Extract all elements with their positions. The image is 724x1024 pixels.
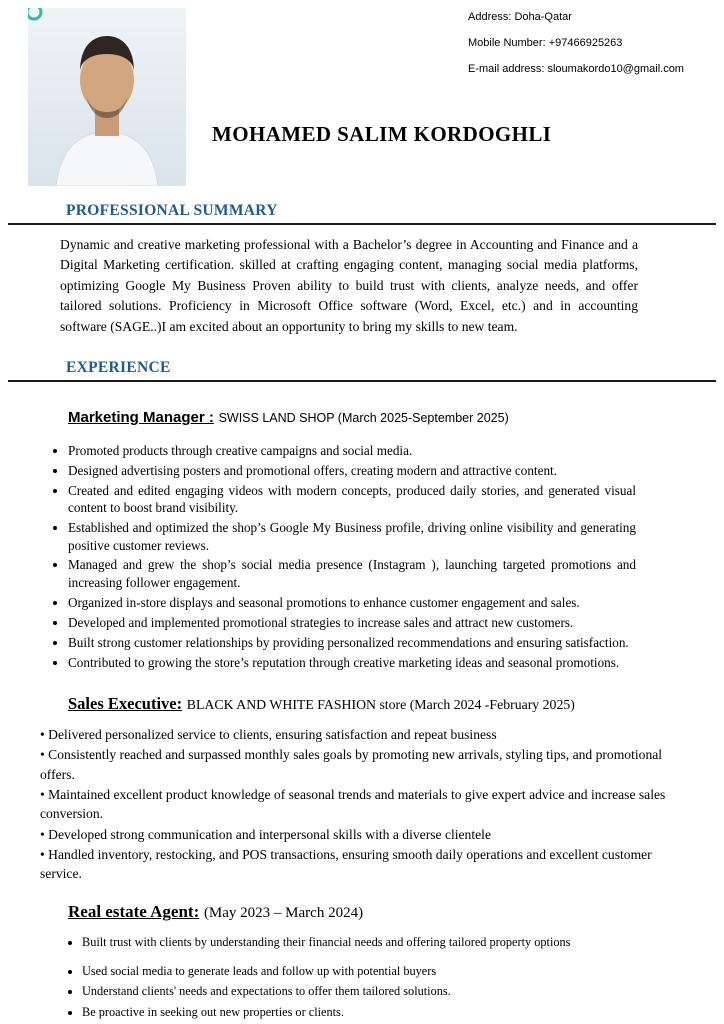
bullet-item: • Understand clients' needs and expectations to offer them tailored solutions. [82,982,664,1001]
bullet-item: • Created and edited engaging videos with modern concepts, produced daily stories, and generated visual content to boost brand visibility. [68,482,636,517]
job-bullet-list [40,725,690,883]
experience-section [0,359,724,1022]
bullet-item: • Promoted products through creative campaigns and social media. [68,442,636,459]
summary-heading-rule [8,202,716,225]
job-bullet-list [48,442,636,671]
experience-heading-rule [8,359,716,382]
job-subtitle: (May 2023 – March 2024) [203,905,364,922]
profile-photo [28,8,186,186]
job-title: Marketing Manager : [68,408,214,426]
bullet-item: • Delivered personalized service to clients, ensuring satisfaction and repeat business [40,725,690,744]
job-marketing-manager [0,406,724,671]
summary-heading: PROFESSIONAL SUMMARY [66,202,278,219]
header [0,0,724,194]
job-real-estate-agent [0,901,724,1021]
candidate-name: MOHAMED SALIM KORDOGHLI [212,122,552,146]
bullet-item: • Organized in-store displays and seasonal promotions to enhance customer engagement and sales. [68,594,636,611]
bullet-item: • Designed advertising posters and promotional offers, creating modern and attractive content. [68,462,636,479]
summary-text: Dynamic and creative marketing professional with a Bachelor’s degree in Accounting and Finance and a Digital Marketing certification. skilled at crafting engaging content, managing social media platforms, optimizing Google My Business Proven ability to build trust with clients, analyze needs, and offer tailored solutions. Proficiency in Microsoft Office software (Word, Excel, etc.) and in accounting software (SAGE..)I am excited about an opportunity to bring my skills to new team. [60,237,638,334]
summary-section [0,202,724,337]
bullet-item: • Built trust with clients by understanding their financial needs and offering tailored property options [82,933,664,952]
bullet-item: • Maintained excellent product knowledge of seasonal trends and materials to give expert advice and increase sales conversion. [40,785,690,824]
bullet-item: • Built strong customer relationships by providing personalized recommendations and ensuring satisfaction. [68,634,636,651]
bullet-item: • Developed strong communication and interpersonal skills with a diverse clientele [40,825,690,844]
contact-email: E-mail address: sloumakordo10@gmail.com [468,63,684,75]
job-sales-executive [0,693,724,883]
bullet-item: • Be proactive in seeking out new properties or clients. [82,1003,664,1022]
contact-mobile: Mobile Number: +97466925263 [468,37,623,49]
job-heading [68,901,724,923]
job-title: Real estate Agent: [68,902,200,922]
bullet-item: • Developed and implemented promotional strategies to increase sales and attract new customers. [68,614,636,631]
job-heading [68,693,724,715]
job-title: Sales Executive: [68,694,183,714]
job-bullet-list [60,933,664,1021]
contact-address: Address: Doha-Qatar [468,11,572,23]
bullet-item: • Handled inventory, restocking, and POS transactions, ensuring smooth daily operations and excellent customer service. [40,845,690,884]
bullet-item: • Consistently reached and surpassed monthly sales goals by promoting new arrivals, styling tips, and promotional offers. [40,745,690,784]
experience-heading: EXPERIENCE [66,358,171,376]
contact-info [468,12,684,90]
bullet-item: • Managed and grew the shop’s social media presence (Instagram ), launching targeted promotions and increasing follower engagement. [68,556,636,591]
job-subtitle: SWISS LAND SHOP (March 2025-September 2025) [218,410,509,425]
job-heading [68,406,724,428]
bullet-item: • Established and optimized the shop’s Google My Business profile, driving online visibility and generating positive customer reviews. [68,519,636,554]
bullet-item: • Used social media to generate leads and follow up with potential buyers [82,962,664,981]
bullet-item: • Contributed to growing the store’s reputation through creative marketing ideas and seasonal promotions. [68,654,636,671]
profile-photo-placeholder [28,8,186,186]
job-subtitle: BLACK AND WHITE FASHION store (March 2024 -February 2025) [186,697,575,713]
